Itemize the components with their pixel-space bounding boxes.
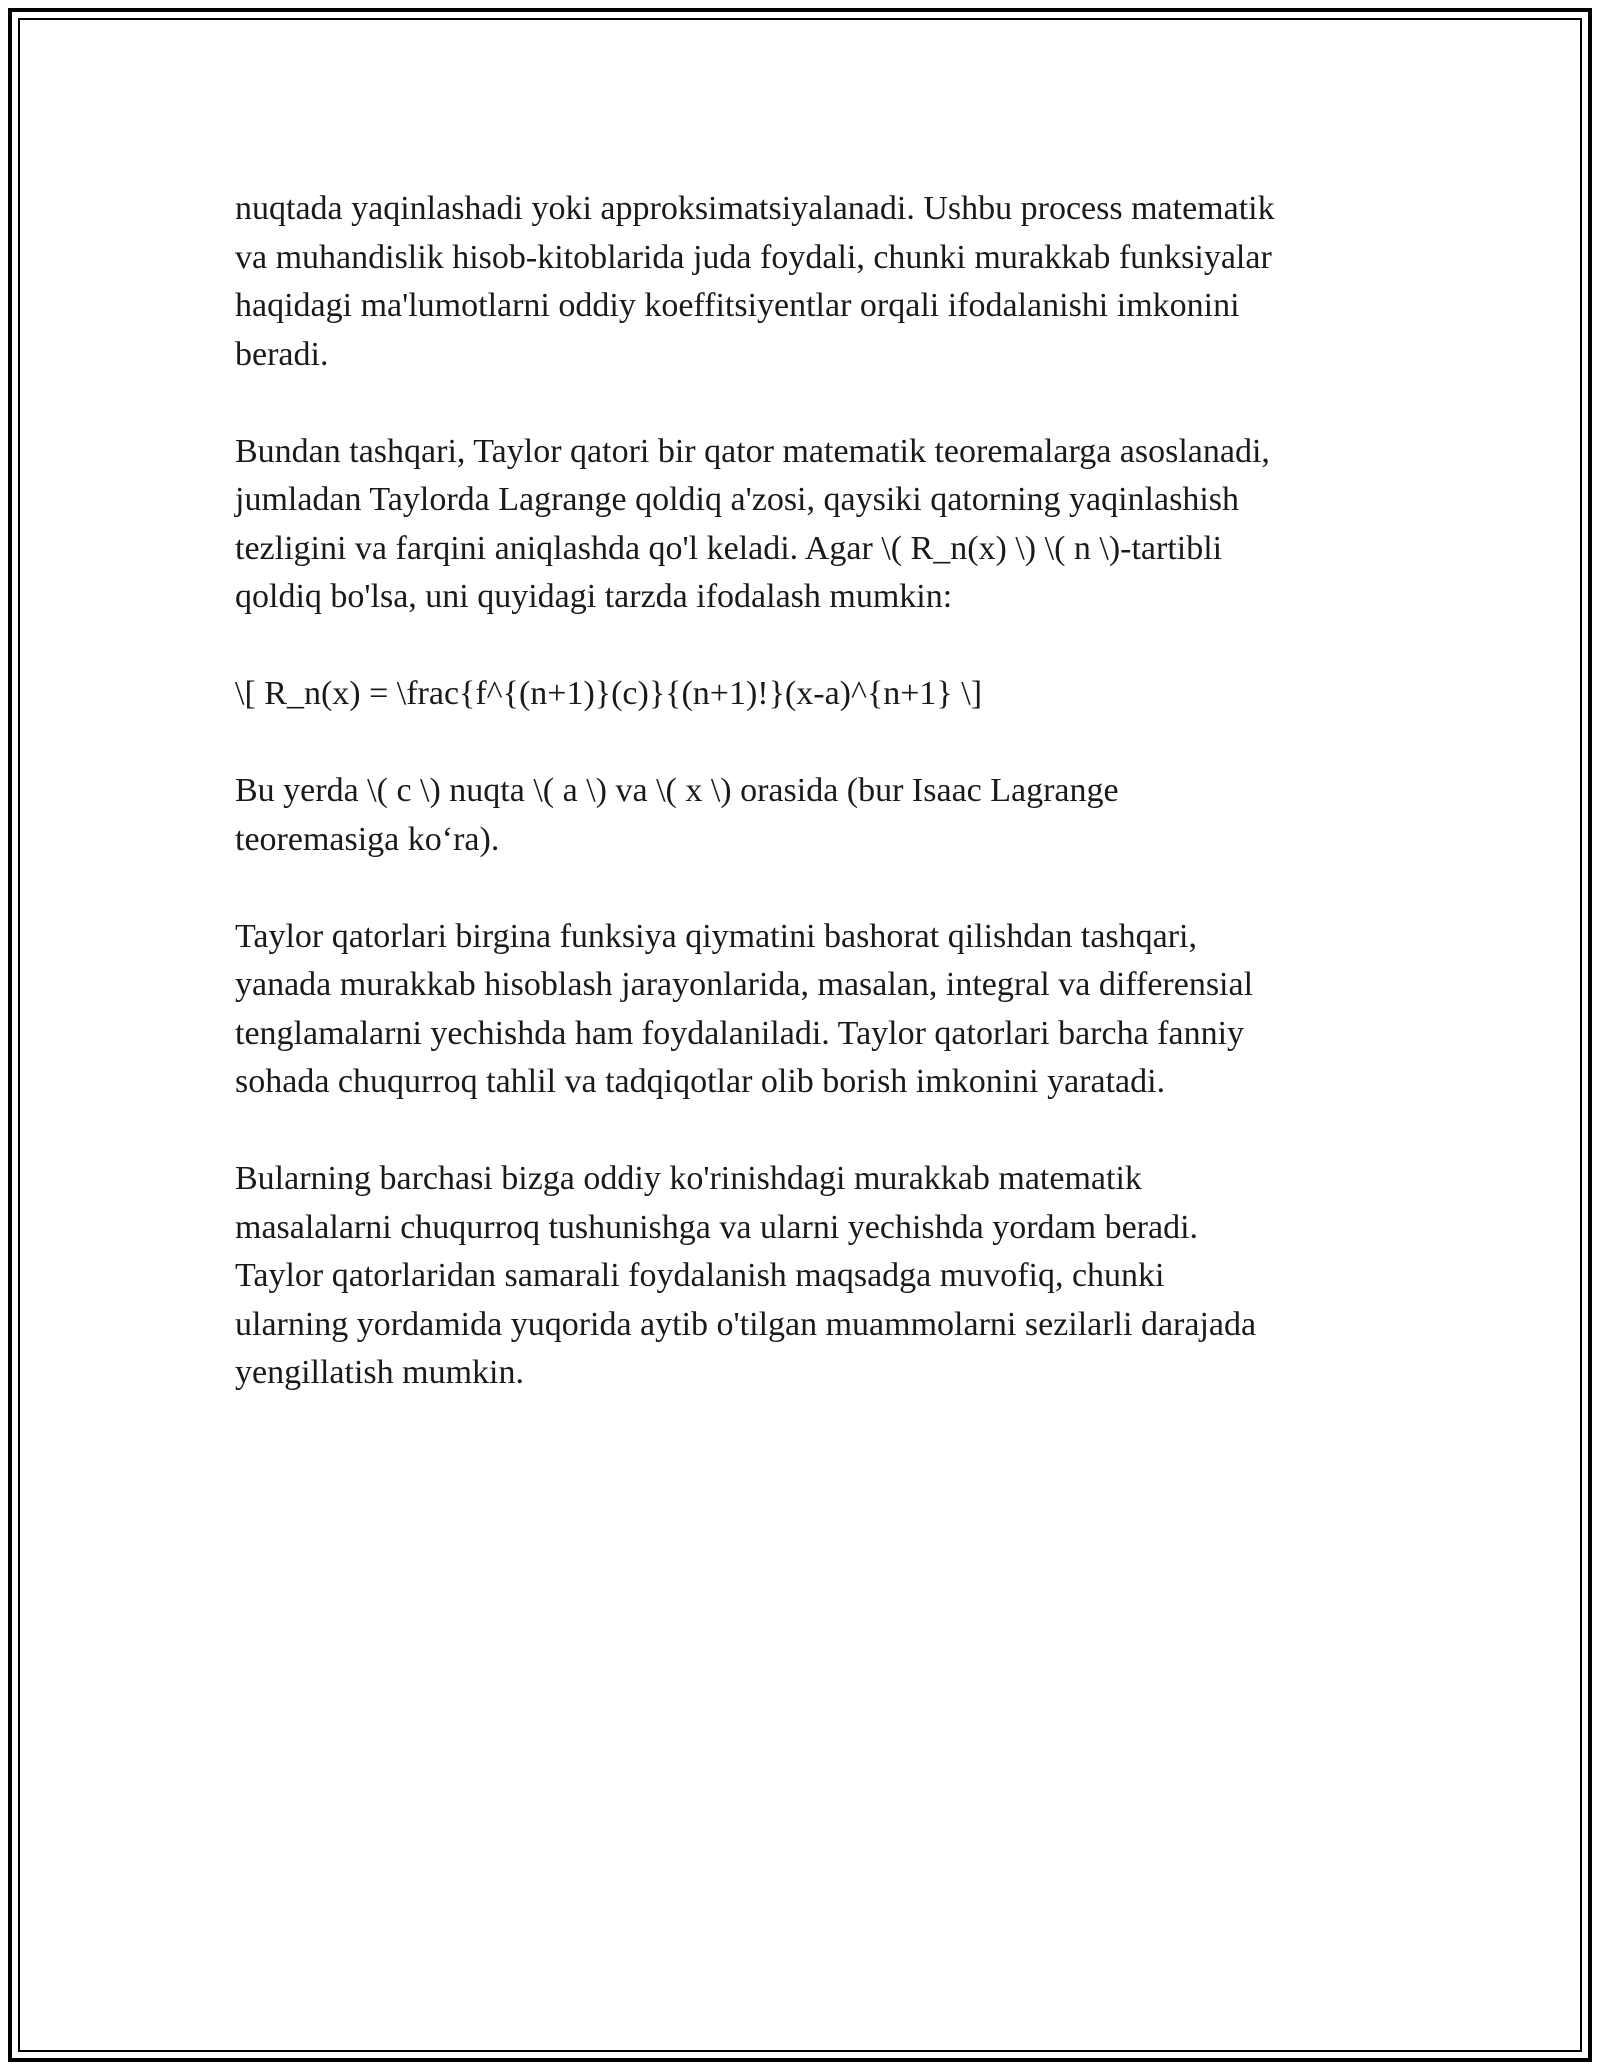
paragraph-applications: Taylor qatorlari birgina funksiya qiymatini bashorat qilishdan tashqari, yanada murakkab hisoblash jarayonlarida, masalan, integral va differensial tenglamalarni yechishda ham foydalaniladi. Taylor qatorlari barcha fanniy sohada chuqurroq tahlil va tadqiqotlar olib borish imkonini yaratadi. [235, 917, 1254, 1100]
document-body [235, 185, 1365, 1446]
formula-remainder: \[ R_n(x) = \frac{f^{(n+1)}(c)}{(n+1)!}(x-a)^{n+1} \] [235, 675, 983, 712]
paragraph-intro-continuation: nuqtada yaqinlashadi yoki approksimatsiyalanadi. Ushbu process matematik va muhandislik hisob-kitoblarida juda foydali, chunki murakkab funksiyalar haqidagi ma'lumotlarni oddiy koeffitsiyentlar orqali ifodalanishi imkonini beradi. [235, 190, 1275, 373]
paragraph-lagrange-remainder: Bundan tashqari, Taylor qatori bir qator matematik teoremalarga asoslanadi, jumladan Taylorda Lagrange qoldiq a'zosi, qaysiki qatorning yaqinlashish tezligini va farqini aniqlashda qo'l keladi. Agar \( R_n(x) \) \( n \)-tartibli qoldiq bo'lsa, uni quyidagi tarzda ifodalash mumkin: [235, 432, 1270, 615]
paragraph-c-point: Bu yerda \( c \) nuqta \( a \) va \( x \) orasida (bur Isaac Lagrange teoremasiga ko‘ra). [235, 772, 1119, 858]
paragraph-conclusion: Bularning barchasi bizga oddiy ko'rinishdagi murakkab matematik masalalarni chuqurroq tushunishga va ularni yechishda yordam beradi. Taylor qatorlaridan samarali foydalanish maqsadga muvofiq, chunki ularning yordamida yuqorida aytib o'tilgan muammolarni sezilarli darajada yengillatish mumkin. [235, 1160, 1257, 1391]
